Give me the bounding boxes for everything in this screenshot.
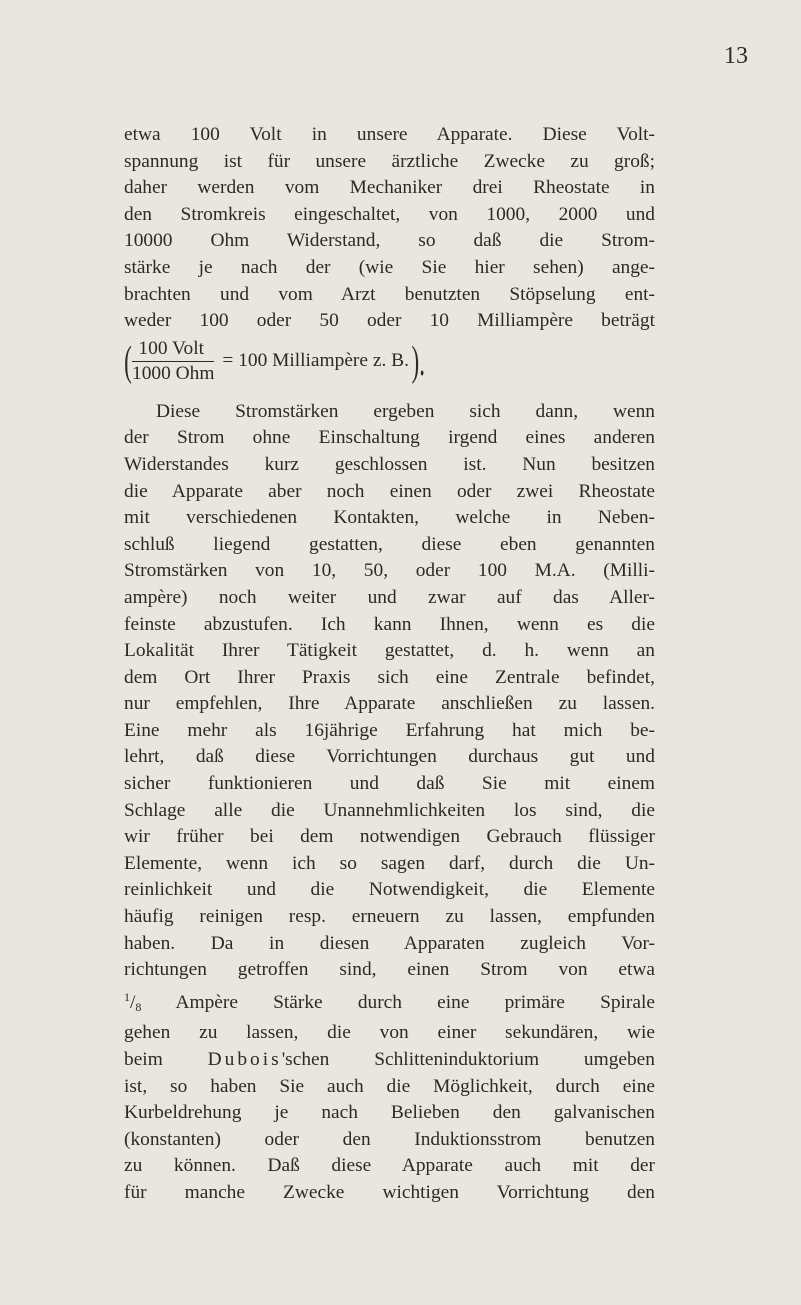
formula-fraction	[132, 338, 214, 385]
text-line: richtungen getroffen sind, einen Strom von etwa	[124, 959, 655, 981]
text-line: Lokalität Ihrer Tätigkeit gestattet, d. h. wenn an	[124, 640, 655, 662]
body-text	[124, 122, 655, 1207]
text-line: Eine mehr als 16jährige Erfahrung hat mich be-	[124, 719, 655, 741]
text-line: zu können. Daß diese Apparate auch mit der	[124, 1155, 655, 1177]
ohm-law-formula	[124, 337, 655, 387]
text-line: Elemente, wenn ich so sagen darf, durch die Un-	[124, 852, 655, 874]
text-line: daher werden vom Mechaniker drei Rheostate in	[124, 177, 655, 199]
text-line: häufig reinigen resp. erneuern zu lassen, empfunden	[124, 906, 655, 928]
text-line-dubois	[124, 1047, 655, 1074]
formula-open-paren: (	[124, 338, 132, 385]
text-line-fraction	[124, 984, 655, 1021]
text-line: lehrt, daß diese Vorrichtungen durchaus gut und	[124, 746, 655, 768]
text-line: ampère) noch weiter und zwar auf das Aller-	[124, 586, 655, 608]
text-line: sicher funktionieren und daß Sie mit einem	[124, 773, 655, 795]
formula-denominator: 1000 Ohm	[132, 363, 215, 385]
text-line: nur empfehlen, Ihre Apparate anschließen zu lassen.	[124, 693, 655, 715]
formula-result: = 100 Milliampère z. B.	[222, 350, 409, 372]
text-line: (konstanten) oder den Induktionsstrom benutzen	[124, 1128, 655, 1150]
formula-close-paren: ).	[411, 338, 425, 385]
text-line: stärke je nach der (wie Sie hier sehen) ange-	[124, 256, 655, 278]
text-line: gehen zu lassen, die von einer sekundären, wie	[124, 1022, 655, 1044]
dubois-prefix: beim	[124, 1049, 208, 1070]
page-number: 13	[724, 43, 748, 69]
fraction-line-rest: Ampère Stärke durch eine primäre Spirale	[141, 991, 655, 1013]
text-line: spannung ist für unsere ärztliche Zwecke zu groß;	[124, 150, 655, 172]
text-line: die Apparate aber noch einen oder zwei Rheostate	[124, 480, 655, 502]
text-line: wir früher bei dem notwendigen Gebrauch flüssiger	[124, 826, 655, 848]
text-line: den Stromkreis eingeschaltet, von 1000, 2000 und	[124, 203, 655, 225]
text-line: mit verschiedenen Kontakten, welche in Neben-	[124, 507, 655, 529]
paragraph-1	[124, 122, 655, 335]
fraction-numerator: 1	[124, 989, 130, 1004]
text-line: für manche Zwecke wichtigen Vorrichtung den	[124, 1181, 655, 1203]
text-line: ist, so haben Sie auch die Möglichkeit, durch eine	[124, 1075, 655, 1097]
text-line: Schlage alle die Unannehmlichkeiten los sind, die	[124, 799, 655, 821]
text-line: weder 100 oder 50 oder 10 Milliampère beträgt	[124, 310, 655, 332]
text-line: haben. Da in diesen Apparaten zugleich Vor-	[124, 932, 655, 954]
text-line: Kurbeldrehung je nach Belieben den galvanischen	[124, 1102, 655, 1124]
fraction-slash: /	[130, 991, 136, 1013]
formula-numerator: 100 Volt	[132, 338, 214, 362]
text-line: Widerstandes kurz geschlossen ist. Nun besitzen	[124, 453, 655, 475]
text-line: reinlichkeit und die Notwendigkeit, die Elemente	[124, 879, 655, 901]
paragraph-2	[124, 399, 655, 1207]
text-line: etwa 100 Volt in unsere Apparate. Diese Volt-	[124, 124, 655, 145]
text-line: der Strom ohne Einschaltung irgend eines anderen	[124, 427, 655, 449]
text-line: Stromstärken von 10, 50, oder 100 M.A. (Milli-	[124, 560, 655, 582]
text-line: schluß liegend gestatten, diese eben genannten	[124, 533, 655, 555]
text-line: Diese Stromstärken ergeben sich dann, wenn	[156, 400, 655, 422]
text-line: feinste abzustufen. Ich kann Ihnen, wenn es die	[124, 613, 655, 635]
text-line: 10000 Ohm Widerstand, so daß die Strom-	[124, 230, 655, 252]
text-line: brachten und vom Arzt benutzten Stöpselung ent-	[124, 283, 655, 305]
dubois-name: Dubois	[207, 1049, 282, 1070]
dubois-suffix: 'schen Schlitteninduktorium umgeben	[281, 1049, 655, 1070]
fraction-denominator: 8	[135, 999, 142, 1014]
text-line: dem Ort Ihrer Praxis sich eine Zentrale befindet,	[124, 666, 655, 688]
